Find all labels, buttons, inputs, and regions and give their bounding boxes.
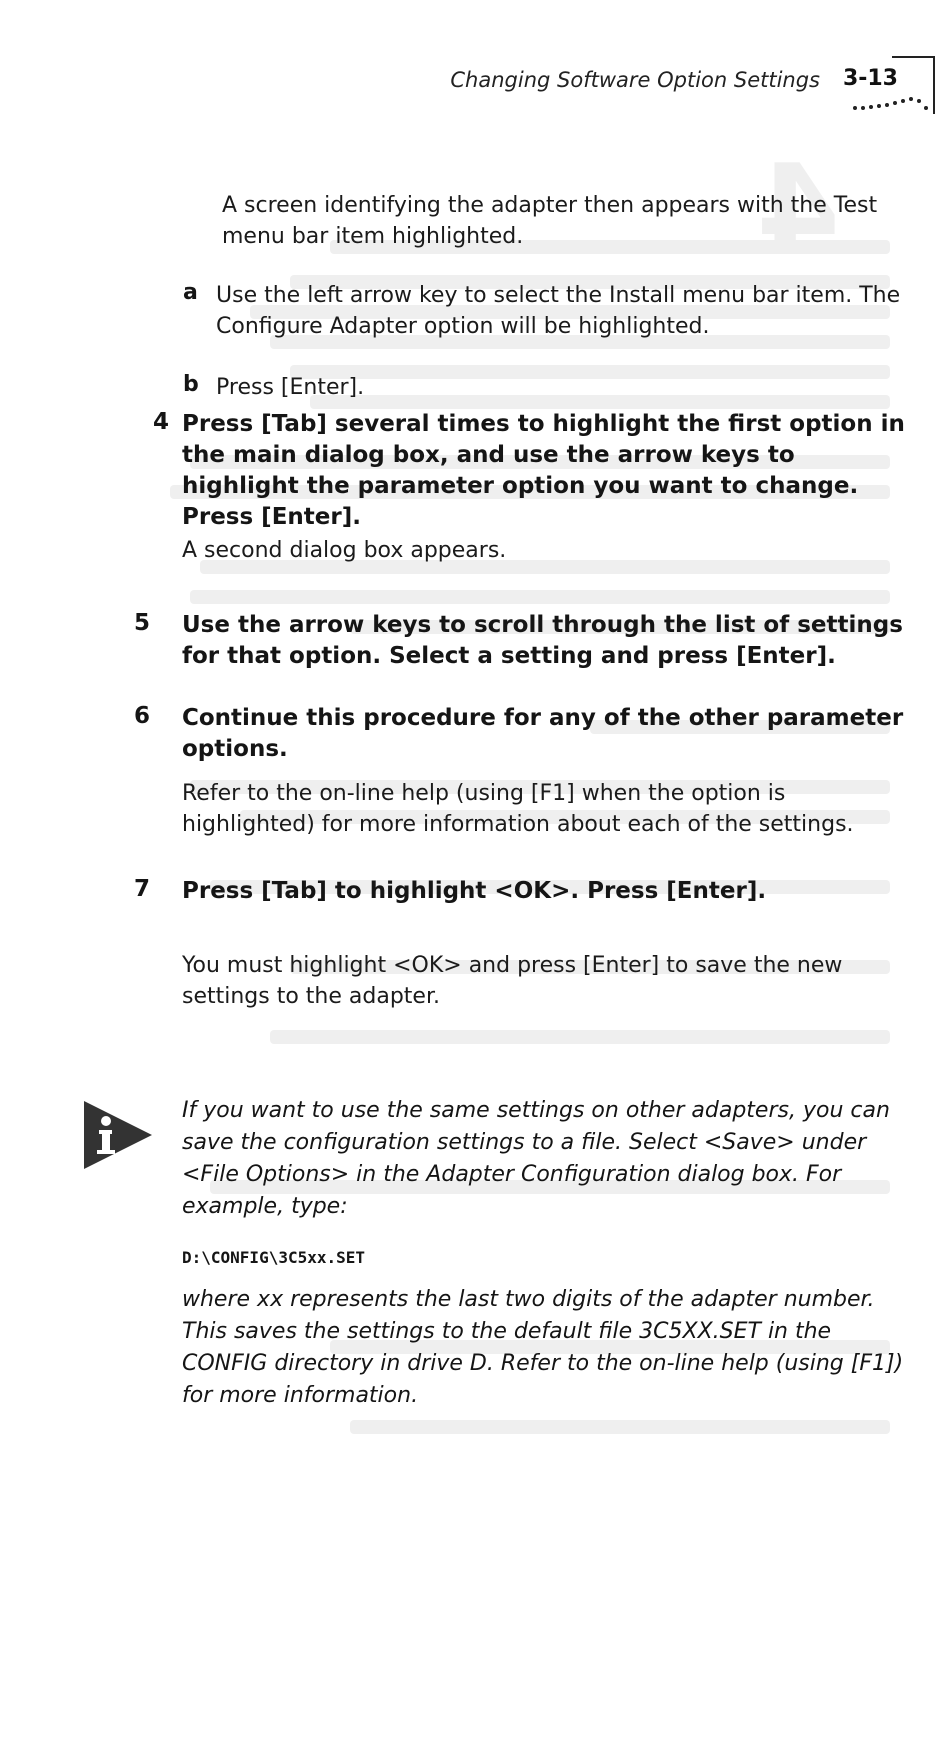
code-example: D:\CONFIG\3C5xx.SET [182, 1248, 366, 1267]
step-4-result: A second dialog box appears. [182, 538, 507, 563]
reverse-page-bleedthrough: 4 [0, 0, 950, 1738]
substep-a-text: Use the left arrow key to select the Install menu bar item. The Configure Adapter option will be highlighted. [216, 283, 901, 339]
substep-letter: b [183, 372, 199, 397]
step-number: 4 [153, 409, 170, 435]
step-number: 7 [134, 876, 151, 902]
substep-letter: a [183, 280, 198, 305]
step-4-instruction: Press [Tab] several times to highlight the first option in the main dialog box, and use the arrow keys to highlight the parameter option you want to change. Press [Enter]. [182, 411, 905, 530]
note-paragraph-2: where xx represents the last two digits of the adapter number. This saves the settings to the default file 3C5XX.SET in the CONFIG directory in drive D. Refer to the on-line help (using [F1]) for more information. [182, 1287, 904, 1408]
substep-b-text: Press [Enter]. [216, 375, 365, 400]
step-7-instruction: Press [Tab] to highlight <OK>. Press [Enter]. [182, 878, 767, 904]
running-title: Changing Software Option Settings [450, 68, 820, 92]
note-paragraph-1: If you want to use the same settings on other adapters, you can save the configuration settings to a file. Select <Save> under <File Options> in the Adapter Configuration dialog box. For example, type: [182, 1098, 890, 1219]
step-6-instruction: Continue this procedure for any of the other parameter options. [182, 705, 904, 762]
page-number: 3-13 [842, 66, 898, 91]
step-5-instruction: Use the arrow keys to scroll through the list of settings for that option. Select a setting and press [Enter]. [182, 612, 903, 669]
header-rule-horizontal [892, 56, 935, 58]
step-number: 5 [134, 610, 151, 636]
info-icon [82, 1099, 154, 1171]
step-number: 6 [134, 703, 151, 729]
running-head [0, 64, 950, 104]
intro-paragraph: A screen identifying the adapter then appears with the Test menu bar item highlighted. [222, 193, 878, 249]
step-6-result: Refer to the on-line help (using [F1] when the option is highlighted) for more information about each of the settings. [182, 781, 854, 837]
step-7-result: You must highlight <OK> and press [Enter] to save the new settings to the adapter. [182, 953, 843, 1009]
header-dot-ornament [852, 94, 930, 114]
header-rule-vertical [933, 58, 935, 114]
